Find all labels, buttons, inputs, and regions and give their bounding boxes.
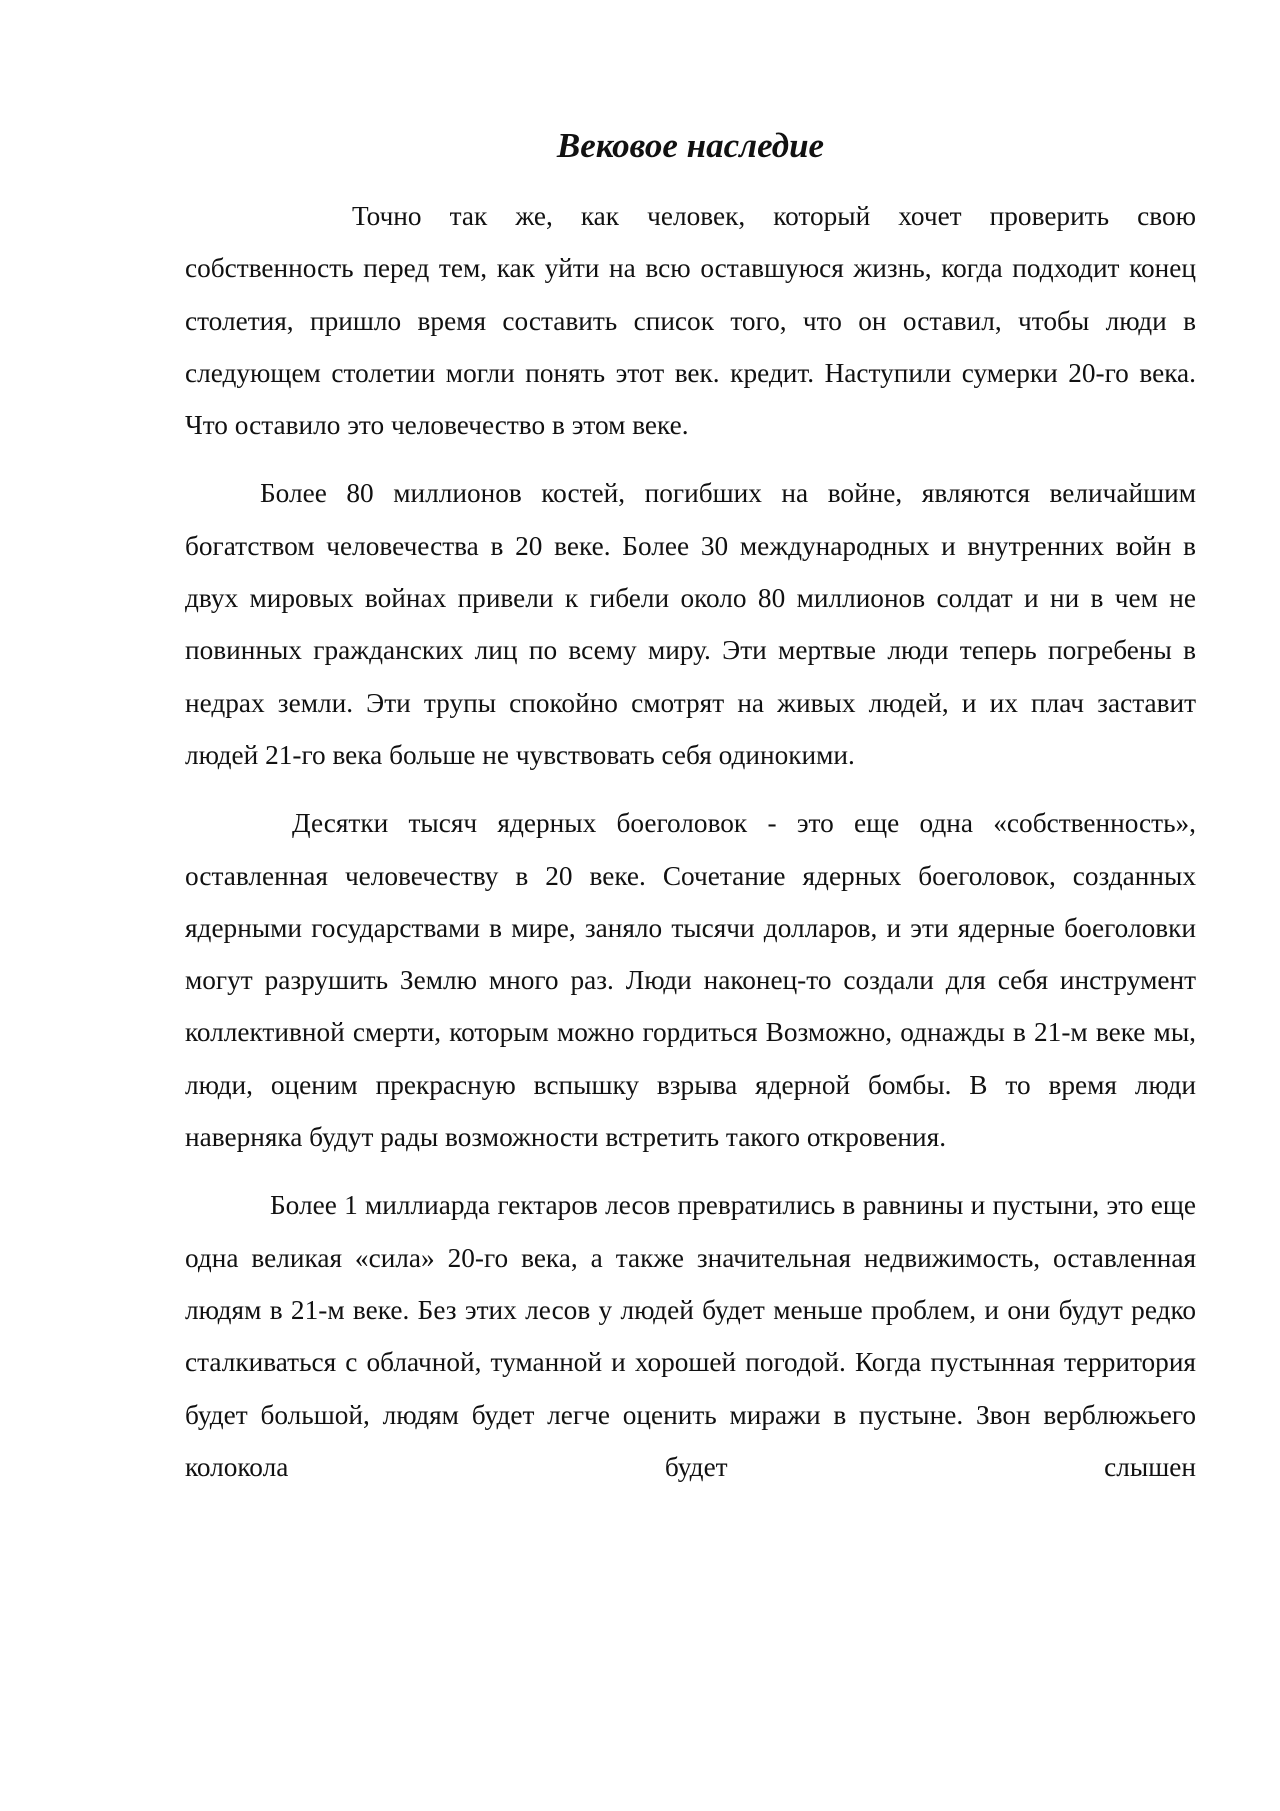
paragraph-1: Точно так же, как человек, который хочет проверить свою собственность перед тем, как уйти на всю оставшуюся жизнь, когда подходит конец столетия, пришло время составить список того, что он оставил, чтобы люди в следующем столетии могли понять этот век. кредит. Наступили сумерки 20-го века. Что оставило это человечество в этом веке. (185, 201, 1196, 441)
paragraph-3: Десятки тысяч ядерных боеголовок - это еще одна «собственность», оставленная человечеству в 20 веке. Сочетание ядерных боеголовок, созданных ядерными государствами в мире, заняло тысячи долларов, и эти ядерные боеголовки могут разрушить Землю много раз. Люди наконец-то создали для себя инструмент коллективной смерти, которым можно гордиться Возможно, однажды в 21-м веке мы, люди, оценим прекрасную вспышку взрыва ядерной бомбы. В то время люди наверняка будут рады возможности встретить такого откровения. (185, 808, 1196, 1153)
paragraph-2: Более 80 миллионов костей, погибших на войне, являются величайшим богатством человечества в 20 веке. Более 30 международных и внутренних войн в двух мировых войнах привели к гибели около 80 миллионов солдат и ни в чем не повинных гражданских лиц по всему миру. Эти мертвые люди теперь погребены в недрах земли. Эти трупы спокойно смотрят на живых людей, и их плач заставит людей 21-го века больше не чувствовать себя одинокими. (185, 478, 1196, 770)
document-title: Вековое наследие (556, 126, 825, 165)
paragraph-4: Более 1 миллиарда гектаров лесов превратились в равнины и пустыни, это еще одна великая «сила» 20-го века, а также значительная недвижимость, оставленная людям в 21-м веке. Без этих лесов у людей будет меньше проблем, и они будут редко сталкиваться с облачной, туманной и хорошей погодой. Когда пустынная территория будет большой, людям будет легче оценить миражи в пустыне. Звон верблюжьего колокола будет слышен (185, 1190, 1196, 1482)
document-body (185, 120, 1196, 1509)
